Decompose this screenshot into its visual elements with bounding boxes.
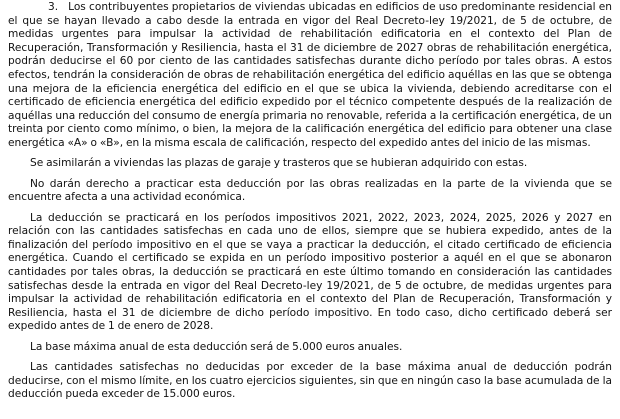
paragraph-economic-activity: No darán derecho a practicar esta deducción por las obras realizadas en la parte de la vivienda que se encuentre afecta a una actividad económica. [8, 177, 612, 204]
paragraph-text: Los contribuyentes propietarios de viviendas ubicadas en edificios de uso predominante residencial en el que se hayan llevado a cabo desde la entrada en vigor del Real Decreto-ley 19/2021, de 5 de octubre, de medidas urgentes para impulsar la actividad de rehabilitación edificatoria en el contexto del Plan de Recuperación, Transformación y Resiliencia, hasta el 31 de diciembre de 2027 obras de rehabilitación energética, podrán deducirse el 60 por ciento de las cantidades satisfechas durante dicho período por tales obras. A estos efectos, tendrán la consideración de obras de rehabilitación energética del edificio aquéllas en las que se obtenga una mejora de la eficiencia energética del edificio en el que se ubica la vivienda, debiendo acreditarse con el certificado de eficiencia energética del edificio expedido por el técnico competente después de la realización de aquéllas una reducción del consumo de energía primaria no renovable, referida a la certificación energética, de un treinta por ciento como mínimo, o bien, la mejora de la calificación energética del edificio para obtener una clase energética «A» o «B», en la misma escala de calificación, respecto del expedido antes del inicio de las mismas. [8, 1, 612, 149]
paragraph-carryover: Las cantidades satisfechas no deducidas por exceder de la base máxima anual de deducción podrán deducirse, con el mismo límite, en los cuatro ejercicios siguientes, sin que en ningún caso la base acumulada de la deducción pueda exceder de 15.000 euros. [8, 361, 612, 401]
paragraph-tax-periods: La deducción se practicará en los períodos impositivos 2021, 2022, 2023, 2024, 2025, 2026 y 2027 en relación con las cantidades satisfechas en cada uno de ellos, siempre que se hubiera expedido, antes de la finalización del período impositivo en el que se vaya a practicar la deducción, el citado certificado de eficiencia energética. Cuando el certificado se expida en un período impositivo posterior a aquél en el que se abonaron cantidades por tales obras, la deducción se practicará en este último tomando en consideración las cantidades satisfechas desde la entrada en vigor del Real Decreto-ley 19/2021, de 5 de octubre, de medidas urgentes para impulsar la actividad de rehabilitación edificatoria en el contexto del Plan de Recuperación, Transformación y Resiliencia, hasta el 31 de diciembre de dicho período impositivo. En todo caso, dicho certificado deberá ser expedido antes de 1 de enero de 2028. [8, 211, 612, 333]
paragraph-garages: Se asimilarán a viviendas las plazas de garaje y trasteros que se hubieran adquirido con estas. [30, 157, 528, 170]
paragraph-main-deduction [8, 1, 612, 151]
paragraph-annual-base: La base máxima anual de esta deducción será de 5.000 euros anuales. [30, 340, 403, 353]
item-number: 3. [48, 1, 59, 13]
